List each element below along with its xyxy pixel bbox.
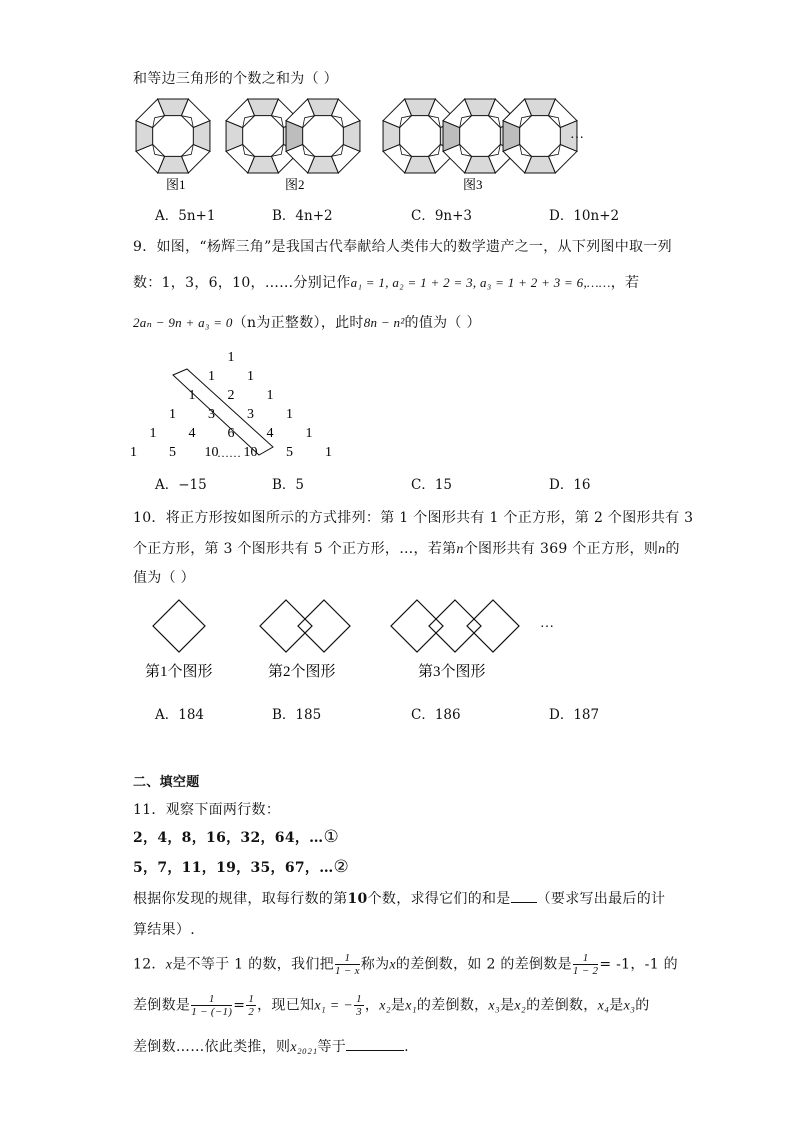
- q8-option-a: A．5n+1: [155, 208, 216, 224]
- triangle-number: 1: [208, 369, 215, 384]
- q9-line3-text: （n为正整数），此时: [232, 315, 364, 331]
- q8-octagon-figures: [136, 99, 577, 173]
- triangle-number: 1: [188, 388, 196, 403]
- q11-row1-numbers: 2，4，8，16，32，64，…: [133, 830, 324, 846]
- q8-stem-tail: 和等边三角形的个数之和为（ ）: [133, 71, 338, 87]
- q9-option-b: B．5: [272, 477, 305, 493]
- triangle-number: 10: [243, 445, 258, 460]
- q9-expression: 8n − n²: [363, 315, 405, 330]
- q8-option-c: C．9n+3: [411, 208, 473, 224]
- q12-x2-b: x₂: [514, 998, 527, 1014]
- q9-line2-end: ，若: [610, 275, 640, 291]
- q12-l2-a: 差倒数是: [133, 997, 191, 1014]
- q9-diagonal-frame: [173, 369, 273, 455]
- q12-l2-c: ，现已知: [257, 997, 315, 1014]
- q12-x2: x₂: [379, 998, 391, 1014]
- q12-l2-i: 是: [609, 997, 624, 1014]
- q12-fraction-def-den: 1 − x: [334, 965, 360, 977]
- q8-ellipsis: …: [570, 127, 584, 142]
- q11-line4-c: 个数，求得它们的和是: [367, 891, 511, 907]
- q10-line2-end: 的: [665, 541, 680, 557]
- triangle-number: 1: [286, 407, 293, 422]
- section-title: 二、填空题: [133, 775, 200, 790]
- q12-l2-h: 的差倒数，: [526, 997, 598, 1014]
- triangle-number: 1: [305, 426, 313, 441]
- q12-x1-given: x₁ = −: [314, 998, 354, 1014]
- q11-line4-a: 根据你发现的规律，取每行数的第: [133, 891, 348, 907]
- q12-l2-e: 是: [390, 997, 406, 1014]
- q11-line4-b: 10: [347, 891, 368, 907]
- q8-figures: [130, 94, 590, 204]
- diamond-square: [467, 600, 519, 652]
- q12-x1: x₁: [405, 998, 417, 1014]
- q9-option-a: A．−15: [155, 477, 207, 493]
- q12-text-a: 是不等于 1 的数，我们把: [172, 956, 334, 973]
- q9-equation: 2aₙ − 9n + a₃ = 0: [133, 315, 233, 330]
- q9-triangle-dots: ……: [217, 446, 241, 460]
- q12-text-c: 的差倒数，如 2 的差倒数是: [395, 956, 572, 973]
- q12-fraction-example-den: 1 − 2: [572, 965, 599, 977]
- q10-var-n-2: n: [658, 542, 666, 557]
- q9-line3-end: 的值为（ ）: [404, 315, 481, 331]
- q12-l2-j: 的: [635, 997, 650, 1014]
- q12-var-x-2: x: [389, 957, 396, 973]
- q8-fig2-label: 图2: [285, 177, 305, 192]
- q11-row1: [133, 827, 339, 847]
- q10-var-n: n: [456, 542, 464, 557]
- q12-fraction-half-den: 2: [248, 1006, 255, 1018]
- triangle-number: 4: [188, 426, 196, 441]
- q11-line1: 11．观察下面两行数：: [133, 802, 281, 818]
- triangle-number: 4: [266, 426, 274, 441]
- q9-option-d: D．16: [549, 477, 591, 493]
- q10-option-d: D．187: [549, 707, 600, 723]
- q12-text-d: = -1，-1 的: [599, 956, 678, 973]
- q11-line4: [133, 888, 665, 908]
- q12-l3-b: 等于: [317, 1039, 347, 1055]
- q12-l2-b: =: [233, 997, 246, 1014]
- diamond-square: [391, 600, 443, 652]
- q12-fraction-third-den: 3: [356, 1006, 362, 1018]
- q10-line3: 值为（ ）: [133, 570, 195, 586]
- q9-sequence-formula: a₁ = 1, a₂ = 1 + 2 = 3, a₃ = 1 + 2 + 3 = 6,……: [350, 275, 611, 290]
- octagon-unit: [136, 99, 210, 173]
- q12-fraction-example: [573, 952, 598, 977]
- q11-row2-numbers: 5，7，11，19，35，67，…: [133, 860, 334, 876]
- q12-x2021: x₂₀₂₁: [290, 1040, 318, 1055]
- q9-option-c: C．15: [411, 477, 453, 493]
- q10-fig2-label: 第2个图形: [268, 664, 336, 680]
- octagon-unit: [286, 99, 360, 173]
- triangle-number: 1: [325, 445, 332, 460]
- q12-l3-end: .: [404, 1039, 409, 1055]
- q12-fraction-third: [354, 993, 364, 1018]
- q12-fraction-def-num: 1: [335, 952, 360, 965]
- q12-answer-blank[interactable]: [346, 1050, 404, 1051]
- q8-fig3-label: 图3: [463, 177, 483, 192]
- triangle-number: 3: [208, 407, 215, 422]
- q9-yanghui-triangle: [125, 345, 355, 465]
- q12-line2: [133, 993, 650, 1018]
- q12-l3-a: 差倒数……依此类推，则: [133, 1039, 291, 1055]
- q12-text-b: 称为: [360, 956, 390, 973]
- q11-row1-mark: ①: [323, 827, 340, 847]
- q11-line5: 算结果）.: [133, 922, 195, 938]
- q8-option-b: B．4n+2: [272, 208, 333, 224]
- q12-l2-g: 是: [500, 997, 515, 1014]
- q10-line2: [133, 538, 680, 558]
- triangle-number: 5: [286, 445, 293, 460]
- octagon-unit: [503, 99, 577, 173]
- q10-fig1-label: 第1个图形: [145, 664, 213, 680]
- diamond-square: [298, 600, 350, 652]
- q10-diamond-squares: [153, 600, 519, 652]
- q10-line1: 10．将正方形按如图所示的方式排列：第 1 个图形共有 1 个正方形，第 2 个图形共有 3: [133, 510, 694, 526]
- q10-option-a: A．184: [155, 707, 205, 723]
- triangle-number: 5: [169, 445, 176, 460]
- q12-fraction-third-num: 1: [356, 993, 362, 1005]
- q12-fraction-half-num: 1: [248, 993, 255, 1005]
- q8-fig1-label: 图1: [166, 177, 186, 192]
- q12-line1: [133, 952, 678, 977]
- triangle-number: 1: [247, 369, 254, 384]
- q10-fig3-label: 第3个图形: [418, 664, 486, 680]
- q12-var-x: x: [165, 957, 173, 973]
- q10-line2-mid: 个图形共有 369 个正方形，则: [463, 541, 659, 557]
- q12-x3-b: x₃: [623, 998, 636, 1014]
- q8-option-d: D．10n+2: [549, 208, 620, 224]
- diamond-square: [260, 600, 312, 652]
- q12-l2-d: ，: [364, 997, 380, 1014]
- q10-ellipsis: …: [540, 616, 554, 631]
- triangle-number: 1: [169, 407, 176, 422]
- triangle-number: 3: [247, 407, 254, 422]
- q12-line3: [133, 1036, 409, 1056]
- q12-fraction-neg: [191, 993, 232, 1018]
- q12-l2-f: 的差倒数，: [416, 997, 489, 1014]
- diamond-square: [429, 600, 481, 652]
- triangle-number: 1: [227, 350, 235, 365]
- q9-line2: [133, 272, 639, 292]
- q11-line4-d: （要求写出最后的计: [536, 891, 666, 907]
- q12-x3: x₃: [488, 998, 501, 1014]
- q11-row2-mark: ②: [333, 857, 350, 877]
- q12-x4: x₄: [597, 998, 610, 1014]
- triangle-number: 1: [130, 445, 137, 460]
- triangle-number: 2: [227, 388, 235, 403]
- q12-fraction-def: [335, 952, 360, 977]
- q12-fraction-neg-num: 1: [191, 993, 232, 1006]
- q11-row2: [133, 857, 349, 877]
- q12-number: 12．: [133, 956, 166, 973]
- triangle-number: 1: [149, 426, 157, 441]
- q12-fraction-example-num: 1: [573, 952, 598, 965]
- q10-option-c: C．186: [411, 707, 461, 723]
- q9-triangle-numbers: [130, 350, 332, 460]
- q9-line1: 9．如图，“杨辉三角”是我国古代奉献给人类伟大的数学遗产之一，从下列图中取一列: [133, 239, 672, 255]
- q9-line3: [133, 312, 481, 332]
- q10-figures: [140, 596, 570, 688]
- q12-fraction-neg-den: 1 − (−1): [191, 1006, 233, 1018]
- triangle-number: 10: [204, 445, 219, 460]
- diamond-square: [153, 600, 205, 652]
- q10-line2-pre: 个正方形，第 3 个图形共有 5 个正方形，…，若第: [133, 541, 457, 557]
- triangle-number: 1: [266, 388, 274, 403]
- q11-answer-blank[interactable]: [511, 902, 537, 903]
- q12-fraction-half: [246, 993, 256, 1018]
- q10-option-b: B．185: [272, 707, 322, 723]
- triangle-number: 6: [227, 426, 235, 441]
- q9-line2-text: 数：1，3，6，10，……分别记作: [133, 275, 351, 291]
